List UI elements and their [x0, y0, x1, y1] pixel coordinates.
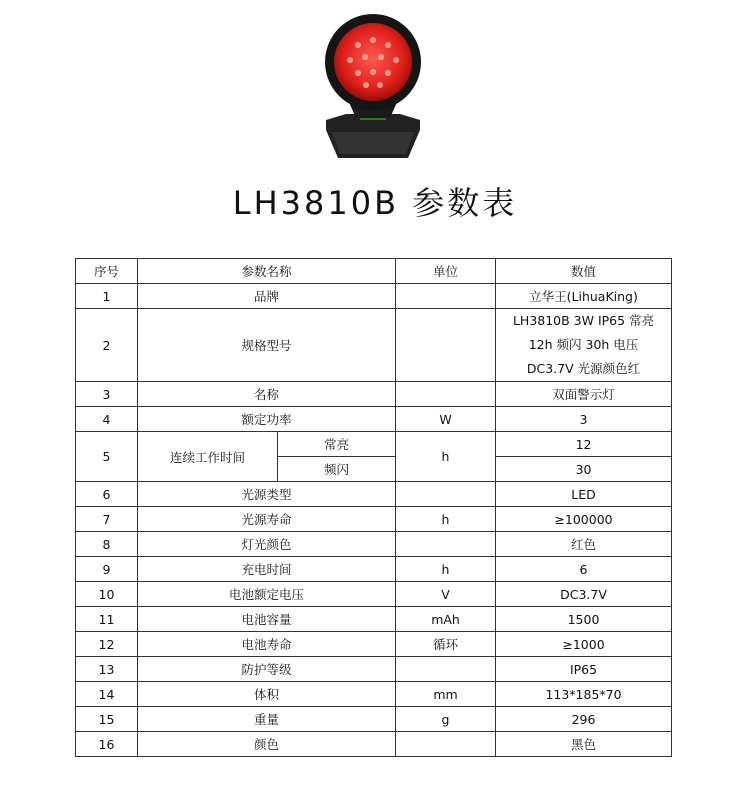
table-row: [76, 507, 672, 532]
row-unit: V: [396, 582, 496, 607]
row-unit: [396, 732, 496, 757]
row-index: 2: [76, 309, 138, 382]
row-unit: h: [396, 432, 496, 482]
row-index: 1: [76, 284, 138, 309]
table-row: [76, 284, 672, 309]
row-value: 296: [496, 707, 672, 732]
row-name: 电池寿命: [138, 632, 396, 657]
row-index: 8: [76, 532, 138, 557]
row-unit: 循环: [396, 632, 496, 657]
table-row: [76, 682, 672, 707]
row-unit: [396, 532, 496, 557]
header-param-name: 参数名称: [138, 259, 396, 284]
row-value: ≥100000: [496, 507, 672, 532]
row-value: [496, 309, 672, 382]
table-row: [76, 432, 672, 457]
row-value: 双面警示灯: [496, 382, 672, 407]
row-index: 5: [76, 432, 138, 482]
row-name: 额定功率: [138, 407, 396, 432]
row-index: 14: [76, 682, 138, 707]
row-name: 光源类型: [138, 482, 396, 507]
row-value: ≥1000: [496, 632, 672, 657]
row-unit: [396, 284, 496, 309]
row-value: 红色: [496, 532, 672, 557]
row-name: 规格型号: [138, 309, 396, 382]
row-unit: [396, 657, 496, 682]
row-value: LED: [496, 482, 672, 507]
row-unit: mAh: [396, 607, 496, 632]
table-row: [76, 407, 672, 432]
row-name: 光源寿命: [138, 507, 396, 532]
table-row: [76, 582, 672, 607]
parameter-table: [75, 258, 672, 757]
table-row: [76, 607, 672, 632]
row-name: 重量: [138, 707, 396, 732]
header-value: 数值: [496, 259, 672, 284]
row-index: 12: [76, 632, 138, 657]
row-subname: 常亮: [278, 432, 396, 457]
row-value: 30: [496, 457, 672, 482]
row-unit: W: [396, 407, 496, 432]
row-value: DC3.7V: [496, 582, 672, 607]
table-row: [76, 309, 672, 382]
row-index: 10: [76, 582, 138, 607]
spec-line: LH3810B 3W IP65 常亮: [512, 313, 655, 328]
spec-line: DC3.7V 光源颜色红: [526, 361, 641, 376]
row-index: 7: [76, 507, 138, 532]
page-title: LH3810B 参数表: [232, 184, 518, 222]
row-name: 电池额定电压: [138, 582, 396, 607]
row-index: 4: [76, 407, 138, 432]
table-row: [76, 482, 672, 507]
table-row: [76, 532, 672, 557]
row-name: 品牌: [138, 284, 396, 309]
row-value: 3: [496, 407, 672, 432]
row-index: 11: [76, 607, 138, 632]
row-unit: [396, 382, 496, 407]
row-value: 立华王(LihuaKing): [496, 284, 672, 309]
row-value: 黑色: [496, 732, 672, 757]
row-name: 灯光颜色: [138, 532, 396, 557]
row-unit: [396, 482, 496, 507]
row-index: 3: [76, 382, 138, 407]
row-subname: 频闪: [278, 457, 396, 482]
header-unit: 单位: [396, 259, 496, 284]
row-value: 6: [496, 557, 672, 582]
row-name: 连续工作时间: [138, 432, 278, 482]
header-index: 序号: [76, 259, 138, 284]
table-row: [76, 707, 672, 732]
row-index: 16: [76, 732, 138, 757]
spec-line: 12h 频闪 30h 电压: [528, 337, 639, 352]
table-row: [76, 382, 672, 407]
row-name: 颜色: [138, 732, 396, 757]
row-unit: h: [396, 507, 496, 532]
row-index: 13: [76, 657, 138, 682]
row-unit: h: [396, 557, 496, 582]
row-index: 9: [76, 557, 138, 582]
row-name: 充电时间: [138, 557, 396, 582]
row-value: 113*185*70: [496, 682, 672, 707]
product-image: [318, 10, 428, 160]
row-name: 名称: [138, 382, 396, 407]
row-unit: mm: [396, 682, 496, 707]
row-unit: g: [396, 707, 496, 732]
row-name: 防护等级: [138, 657, 396, 682]
row-name: 体积: [138, 682, 396, 707]
row-value: 1500: [496, 607, 672, 632]
row-index: 6: [76, 482, 138, 507]
table-header-row: [76, 259, 672, 284]
row-value: 12: [496, 432, 672, 457]
row-unit: [396, 309, 496, 382]
table-row: [76, 632, 672, 657]
row-value: IP65: [496, 657, 672, 682]
row-name: 电池容量: [138, 607, 396, 632]
table-row: [76, 732, 672, 757]
row-index: 15: [76, 707, 138, 732]
table-row: [76, 657, 672, 682]
table-row: [76, 557, 672, 582]
